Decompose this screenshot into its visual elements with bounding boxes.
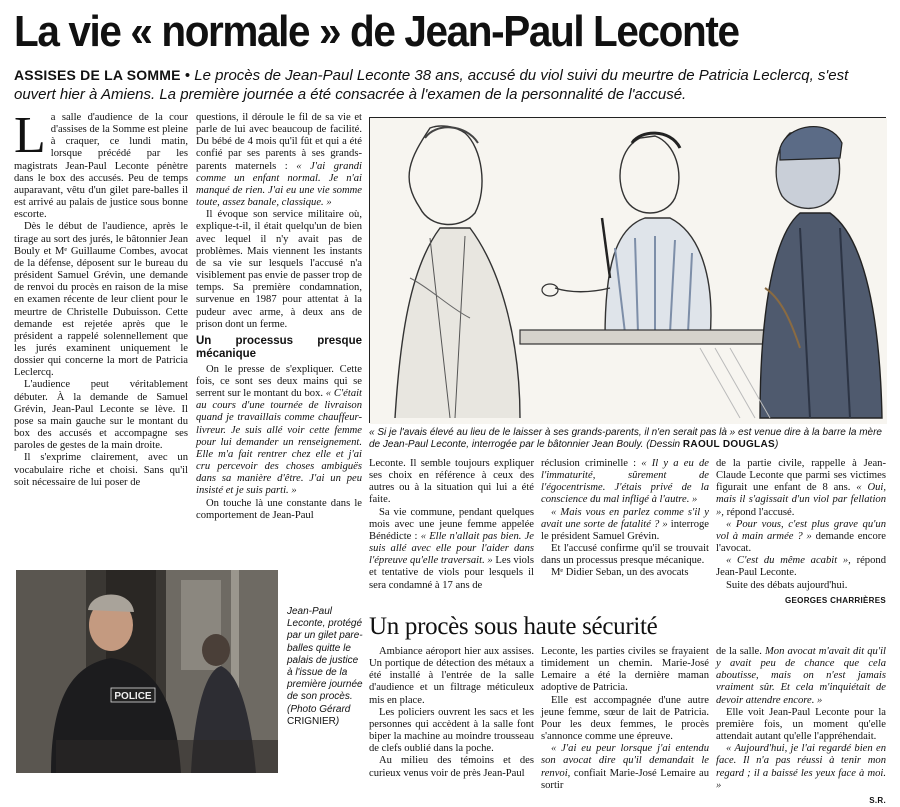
news-photo	[16, 570, 278, 773]
paragraph: L'audience peut véritablement débuter. À la demande de Samuel Grévin, Jean-Paul Leconte se lève. Il pose sa main gauche sur le montant du box des accusés et accompagne ses paroles de gestes de la main droite.	[14, 379, 188, 452]
bullet: •	[184, 67, 191, 84]
paragraph: « Mais vous en parlez comme s'il y avait une sorte de fatalité ? » interroge le président Samuel Grévin.	[541, 506, 709, 542]
paragraph: Leconte, les parties civiles se frayaient timidement un chemin. Marie-José Lemaire a été la dernière maman adoptive de Patricia.	[541, 646, 709, 694]
paragraph: de la partie civile, rappelle à Jean-Claude Leconte que parmi ses victimes figurait une enfant de 8 ans. « Oui, mais il s'agissait d'un viol par fellation », répond l'accusé.	[716, 458, 887, 518]
paragraph: « Pour vous, c'est plus grave qu'un vol à main armée ? » demande encore l'avocat.	[716, 518, 886, 555]
photo-credit: RAOUL DOUGLAS	[682, 439, 775, 450]
quote: « Elle n'allait pas bien. Je suis allé avec elle pour l'aider dans l'épreuve qu'elle traversait. »	[369, 530, 534, 567]
paragraph: a salle d'audience de la cour d'assises de la Somme est pleine à craquer, ce lundi matin, lorsque précédé par les magistrats Jean-Paul Leconte pénètre dans le box des accusés. Peu de temps auparavant, vêtu d'un gilet pare-balles il est arrivé au palais de justice sous bonne escorte.	[14, 112, 188, 221]
paragraph: On touche là une constante dans le comportement de Jean-Paul	[196, 497, 362, 521]
sketch-caption	[369, 427, 886, 451]
paragraph: « J'ai eu peur lorsque j'ai entendu son avocat dire qu'il demandait le renvoi, confiait Marie-José Lemaire au sortir	[541, 743, 710, 791]
paragraph: Suite des débats aujourd'hui.	[726, 579, 848, 591]
main-article-column-2	[196, 112, 362, 548]
paragraph: Et l'accusé confirme qu'il se trouvait dans un processus presque mécanique.	[541, 543, 709, 567]
dropcap: L	[14, 107, 46, 164]
paragraph: réclusion criminelle : « Il y a eu de l'immaturité, sûrement de l'égocentrisme. J'étais privé de la conscience du mal infligé à l'autre. »	[541, 458, 709, 506]
paragraph: On le presse de s'expliquer. Cette fois, ce sont ses deux mains qui se serrent sur le montant du box. « C'était au cours d'une tournée de livraison quand je travaillais comme chauffeur-livreur. Je suis allé voir cette femme pour lui demander un renseignement. Elle m'a fait rentrer chez elle et j'ai cru percevoir des choses ambiguës dans sa manière d'être. J'ai un peu insisté et je suis parti. »	[196, 363, 363, 497]
quote: « J'ai eu peur lorsque j'ai entendu son avocat dire qu'il demandait le renvoi,	[541, 743, 709, 779]
byline-signature: GEORGES CHARRIÈRES	[785, 595, 886, 605]
quote: « Il y a eu de l'immaturité, sûrement de l'égocentrisme. J'étais privé de la conscience du mal infligé à l'autre. »	[541, 458, 709, 506]
paragraph: Elle voit Jean-Paul Leconte pour la première fois, un moment qu'elle attendait autant qu'elle l'appréhendait.	[716, 706, 886, 743]
photo-caption	[287, 606, 363, 728]
quote: « Oui, mais il s'agissait d'un viol par fellation »,	[716, 482, 887, 518]
photo-credit: CRIGNIER	[287, 715, 336, 727]
side-article-column-2	[541, 646, 709, 794]
paragraph: Sa vie commune, pendant quelques mois avec une jeune femme appelée Bénédicte : « Elle n'allait pas bien. Je suis allé avec elle pour l'aider dans l'épreuve qu'elle traversait. » Les viols et tentative de viols pour lesquels il sera condamné à 17 ans de	[369, 506, 534, 591]
caption-text-end: )	[774, 439, 779, 450]
paragraph: Les policiers ouvrent les sacs et les personnes qui accèdent à la salle font biper la machine au moindre trousseau de clefs oublié dans la poche.	[369, 706, 534, 755]
subhead: Un processus presque mécanique	[196, 334, 362, 360]
paragraph: Leconte. Il semble toujours expliquer ses choix en référence à ceux des autres ou à la situation qui lui a été faite.	[369, 458, 534, 506]
vest-label: POLICE	[114, 691, 152, 702]
deck-text: Le procès de Jean-Paul Leconte 38 ans, accusé du viol suivi du meurtre de Patricia Leclercq, s'est ouvert hier à Amiens. La première journée a été consacrée à l'examen de la personnalité de l'accusé.	[14, 67, 849, 103]
courtroom-sketch	[369, 117, 886, 423]
quote: « Pour vous, c'est plus grave qu'un vol à main armée ? »	[716, 518, 886, 542]
quote: « J'ai grandi comme un enfant normal. Je n'ai manqué de rien. J'ai eu une vie somme toute, assez banale, classique. »	[196, 160, 362, 209]
main-article-column-4	[541, 458, 709, 598]
side-article-title: Un procès sous haute sécurité	[369, 613, 658, 640]
paragraph: Dès le début de l'audience, après le tirage au sort des jurés, le bâtonnier Jean Bouly et Mᵉ Guillaume Combes, avocat de la défense, déposent sur le bureau du président Samuel Grévin, une demande de renvoi du procès en raison de la mise en examen récente de leur client pour le meurtre de Christelle Dubuisson. Cette demande est rejetée après que le président a rappelé solennellement que les jurés examinent uniquement le dossier qui concerne la mort de Patricia Leclercq.	[14, 221, 188, 379]
deck	[14, 66, 886, 104]
side-article-column-3	[716, 646, 886, 805]
paragraph: Ambiance aéroport hier aux assises. Un portique de détection des métaux a été installé à l'entrée de la salle d'audience et un filtrage méticuleux mis en place.	[369, 646, 534, 706]
kicker: ASSISES DE LA SOMME	[14, 67, 181, 83]
main-article-column-1	[14, 107, 188, 558]
quote: Mon avocat m'avait dit qu'il y avait peu de chance que cela aboutisse, mais on n'est jamais vraiment sûr. Et cela m'inquiétait de devoir attendre encore. »	[716, 646, 886, 706]
caption-text: « Si je l'avais élevé au lieu de le laisser à ses grands-parents, il n'en serait pas là » est venue dire à la barre la mère de Jean-Paul Leconte, interrogée par le bâtonnier Jean Bouly. (Dessin	[369, 427, 882, 450]
paragraph: Il évoque son service militaire où, explique-t-il, il était quelqu'un de bien avec lequel il n'y avait pas de problèmes. Mais viennent les instants de sa vie sur lesquels l'accusé n'a visiblement pas envie de passer trop de temps. Sa première condamnation, survenue en 1987 pour attentat à la pudeur avec arme, à deux ans de prison dont un ferme.	[196, 209, 362, 330]
quote: « Aujourd'hui, je l'ai regardé bien en face. Il n'a pas réussi à tenir mon regard ; il a baissé les yeux face à moi. »	[716, 743, 886, 791]
photo-image	[16, 570, 278, 773]
paragraph: « C'est du même acabit », répond Jean-Paul Leconte.	[716, 555, 886, 579]
paragraph	[716, 743, 886, 792]
main-article-column-5	[716, 458, 887, 605]
paragraph: Elle est accompagnée d'une autre jeune femme, sœur de lait de Patricia. Pour les deux femmes, le procès s'annonce comme une épreuve.	[541, 694, 709, 743]
quote: « C'était au cours d'une tournée de livraison quand je travaillais comme chauffeur-livreur. Je suis allé voir cette femme pour lui demander un renseignement. Elle m'a fait rentrer chez elle et j'ai cru percevoir des choses ambiguës dans sa manière d'être. J'ai un peu insisté et je suis parti. »	[196, 388, 363, 497]
caption-text: Jean-Paul Leconte, protégé par un gilet pare-balles quitte le palais de justice à l'issue de la première journée de son procès.(Photo Gérard	[287, 606, 363, 715]
main-article-column-3	[369, 458, 534, 598]
paragraph: questions, il déroule le fil de sa vie et parle de lui avec beaucoup de facilité. Du bébé de 4 mois qu'il fût et qui a été confié par ses parents à ses grands-parents maternels : « J'ai grandi comme un enfant normal. Je n'ai manqué de rien. J'ai eu une vie somme toute, assez banale, classique. »	[196, 112, 362, 209]
paragraph: de la salle. Mon avocat m'avait dit qu'il y avait peu de chance que cela aboutisse, mais on n'est jamais vraiment sûr. Et cela m'inquiétait de devoir attendre encore. »	[716, 646, 886, 706]
side-article-column-1	[369, 646, 534, 794]
quote: « C'est du même acabit »,	[726, 555, 851, 567]
byline-signature: S.R.	[869, 795, 886, 805]
paragraph: Au milieu des témoins et des curieux venus voir de près Jean-Paul	[369, 755, 534, 779]
sketch-drawing	[370, 118, 887, 424]
paragraph: Il s'exprime clairement, avec un vocabulaire riche et choisi. Sans qu'il soit nécessaire de lui poser de	[14, 452, 188, 488]
quote: « Mais vous en parlez comme s'il y avait une sorte de fatalité ? »	[541, 506, 709, 530]
paragraph: Mᵉ Didier Seban, un des avocats	[551, 567, 689, 579]
headline: La vie « normale » de Jean-Paul Leconte	[14, 7, 739, 56]
caption-text-end: )	[335, 715, 340, 727]
